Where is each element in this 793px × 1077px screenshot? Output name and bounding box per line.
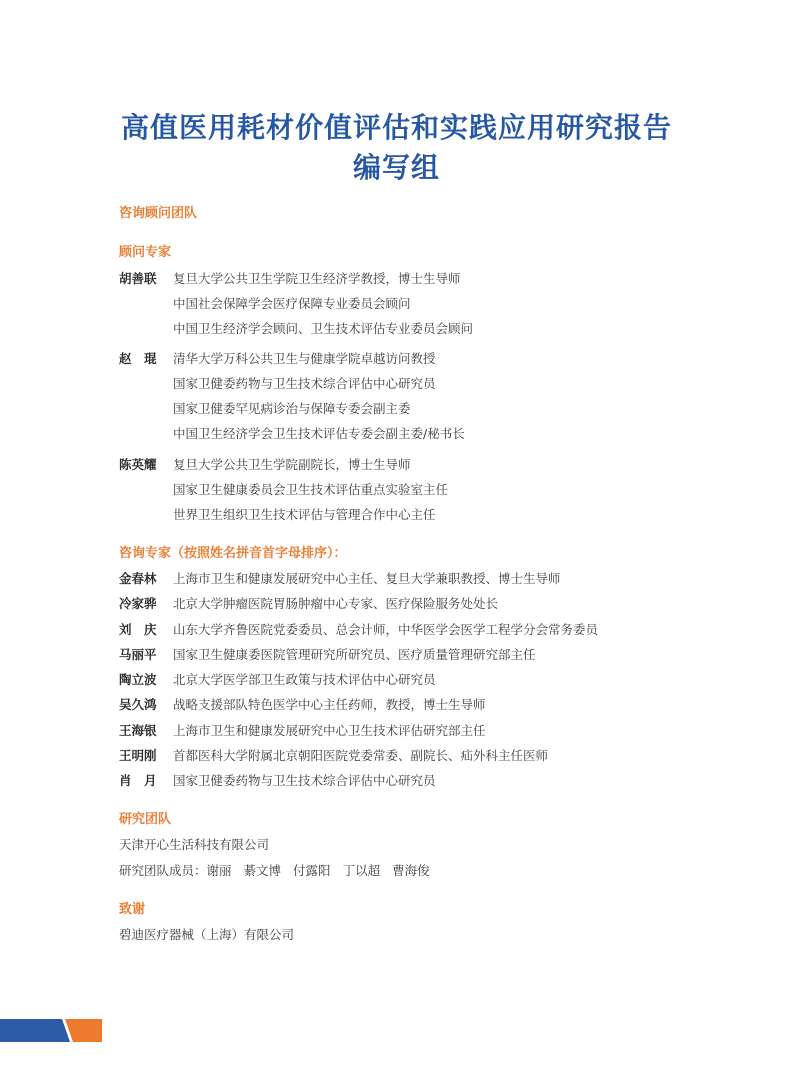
consultant-role: 战略支援部队特色医学中心主任药师，教授，博士生导师	[173, 697, 486, 712]
consultant-name: 刘 庆	[119, 622, 157, 637]
advisor-role: 国家卫生健康委员会卫生技术评估重点实验室主任	[173, 482, 449, 497]
consultant-role: 北京大学医学部卫生政策与技术评估中心研究员	[173, 672, 436, 687]
advisor-role: 复旦大学公共卫生学院副院长，博士生导师	[173, 457, 411, 472]
advisor-name: 赵 琨	[119, 351, 157, 366]
page-subtitle: 编写组	[352, 151, 440, 184]
advisor-role: 清华大学万科公共卫生与健康学院卓越访问教授	[173, 351, 436, 366]
research-company: 天津开心生活科技有限公司	[119, 837, 270, 852]
research-member: 曹海俊	[392, 863, 430, 878]
consultant-role: 山东大学齐鲁医院党委委员、总会计师，中华医学会医学工程学分会常务委员	[173, 622, 599, 637]
footer-band-blue	[0, 1019, 70, 1042]
advisor-role: 中国卫生经济学会卫生技术评估专委会副主委/秘书长	[173, 426, 465, 441]
section-heading-research-team: 研究团队	[119, 812, 172, 827]
research-member: 谢丽	[206, 863, 232, 878]
advisor-role: 中国社会保障学会医疗保障专业委员会顾问	[173, 296, 411, 311]
consultant-role: 北京大学肿瘤医院胃肠肿瘤中心专家、医疗保险服务处处长	[173, 596, 499, 611]
section-heading-acknowledgement: 致谢	[119, 902, 146, 917]
footer-band-decoration	[0, 1019, 102, 1042]
page-title: 高值医用耗材价值评估和实践应用研究报告	[120, 111, 672, 144]
consultant-name: 冷家骅	[119, 596, 157, 611]
advisor-name: 胡善联	[119, 271, 157, 286]
consultant-name: 吴久鸿	[119, 697, 157, 712]
consultant-role: 国家卫健委药物与卫生技术综合评估中心研究员	[173, 773, 436, 788]
advisor-role: 世界卫生组织卫生技术评估与管理合作中心主任	[173, 507, 436, 522]
section-heading-advisory-team: 咨询顾问团队	[119, 206, 198, 221]
research-member: 付露阳	[293, 863, 331, 878]
consultant-name: 马丽平	[119, 647, 157, 662]
consultant-name: 金春林	[119, 571, 157, 586]
research-member: 丁以超	[342, 863, 381, 878]
consultant-name: 陶立波	[119, 672, 157, 687]
consultant-name: 王明刚	[119, 748, 157, 763]
advisor-role: 中国卫生经济学会顾问、卫生技术评估专业委员会顾问	[173, 321, 474, 336]
advisor-name: 陈英耀	[119, 457, 157, 472]
consultant-role: 上海市卫生和健康发展研究中心卫生技术评估研究部主任	[173, 723, 486, 738]
consultant-role: 国家卫生健康委医院管理研究所研究员、医疗质量管理研究部主任	[173, 647, 536, 662]
advisor-role: 国家卫健委药物与卫生技术综合评估中心研究员	[173, 376, 436, 391]
consultant-name: 肖 月	[119, 773, 157, 788]
section-heading-consulting-experts: 咨询专家（按照姓名拼音首字母排序）：	[119, 546, 347, 561]
section-heading-advisor-experts: 顾问专家	[119, 245, 172, 260]
research-members	[119, 861, 442, 881]
advisor-role: 国家卫健委罕见病诊治与保障专委会副主委	[173, 401, 411, 416]
footer-band-orange	[65, 1019, 102, 1042]
advisor-role: 复旦大学公共卫生学院卫生经济学教授，博士生导师	[173, 271, 461, 286]
consultant-role: 上海市卫生和健康发展研究中心主任、复旦大学兼职教授、博士生导师	[173, 571, 561, 586]
research-members-label: 研究团队成员：	[119, 863, 207, 878]
consultant-name: 王海银	[119, 723, 157, 738]
acknowledgement-company: 碧迪医疗器械（上海）有限公司	[119, 927, 295, 942]
research-member: 綦文博	[243, 863, 282, 878]
consultant-role: 首都医科大学附属北京朝阳医院党委常委、副院长、疝外科主任医师	[173, 748, 549, 763]
